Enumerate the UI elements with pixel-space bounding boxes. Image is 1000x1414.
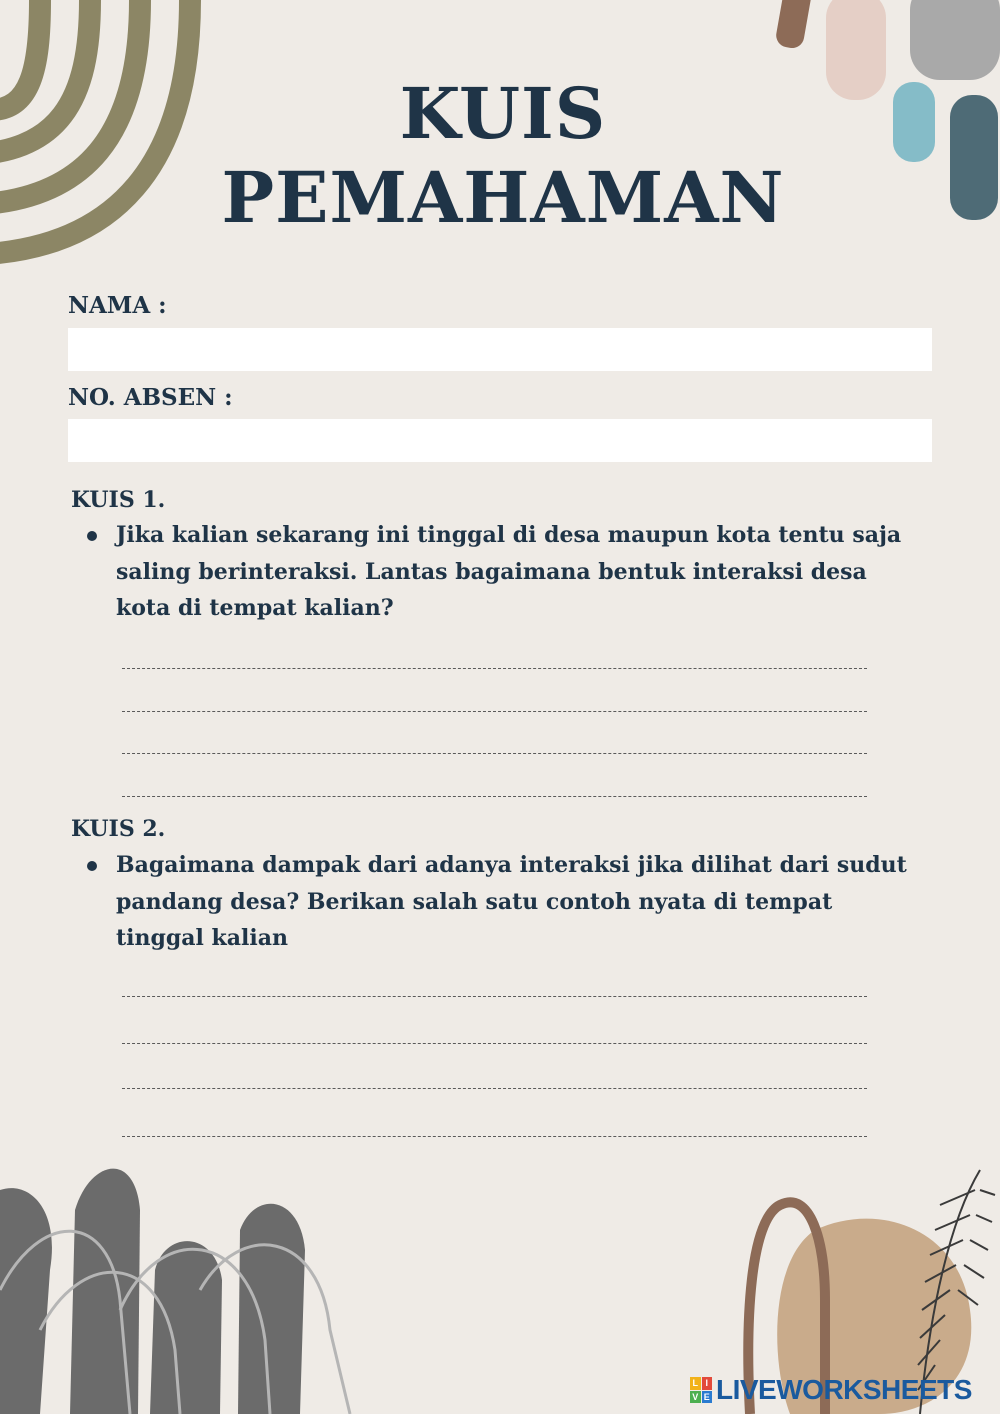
quiz-1-answer-line-4[interactable]	[122, 774, 867, 797]
quiz-2-heading: KUIS 2.	[71, 816, 166, 842]
name-field[interactable]	[68, 328, 932, 371]
title-line-2: PEMAHAMAN	[221, 156, 785, 239]
name-label: NAMA :	[68, 292, 167, 319]
quiz-1-answer-line-2[interactable]	[122, 689, 867, 712]
gray-strokes-decoration	[0, 1150, 370, 1414]
title-line-1: KUIS	[399, 72, 607, 155]
bullet-icon	[87, 861, 97, 871]
absen-field[interactable]	[68, 419, 932, 462]
liveworksheets-logo-icon: L I V E	[690, 1377, 712, 1403]
quiz-1-answer-line-1[interactable]	[122, 646, 867, 669]
quiz-2-question: Bagaimana dampak dari adanya interaksi jika dilihat dari sudut pandang desa? Berikan salah satu contoh nyata di tempat tinggal kalian	[116, 852, 907, 951]
liveworksheets-wordmark: LIVEWORKSHEETS	[716, 1374, 972, 1405]
quiz-2-answer-line-1[interactable]	[122, 974, 867, 997]
quiz-1-heading: KUIS 1.	[71, 487, 166, 513]
liveworksheets-branding[interactable]	[690, 1370, 972, 1410]
bullet-icon	[87, 531, 97, 541]
quiz-2-answer-line-2[interactable]	[122, 1021, 867, 1044]
quiz-2-answer-line-3[interactable]	[122, 1066, 867, 1089]
quiz-2-answer-line-4[interactable]	[122, 1114, 867, 1137]
quiz-1-answer-line-3[interactable]	[122, 731, 867, 754]
absen-label: NO. ABSEN :	[68, 384, 233, 411]
page-title	[0, 72, 1000, 240]
quiz-1-question: Jika kalian sekarang ini tinggal di desa maupun kota tentu saja saling berinteraksi. Lantas bagaimana bentuk interaksi desa kota di tempat kalian?	[116, 522, 902, 621]
